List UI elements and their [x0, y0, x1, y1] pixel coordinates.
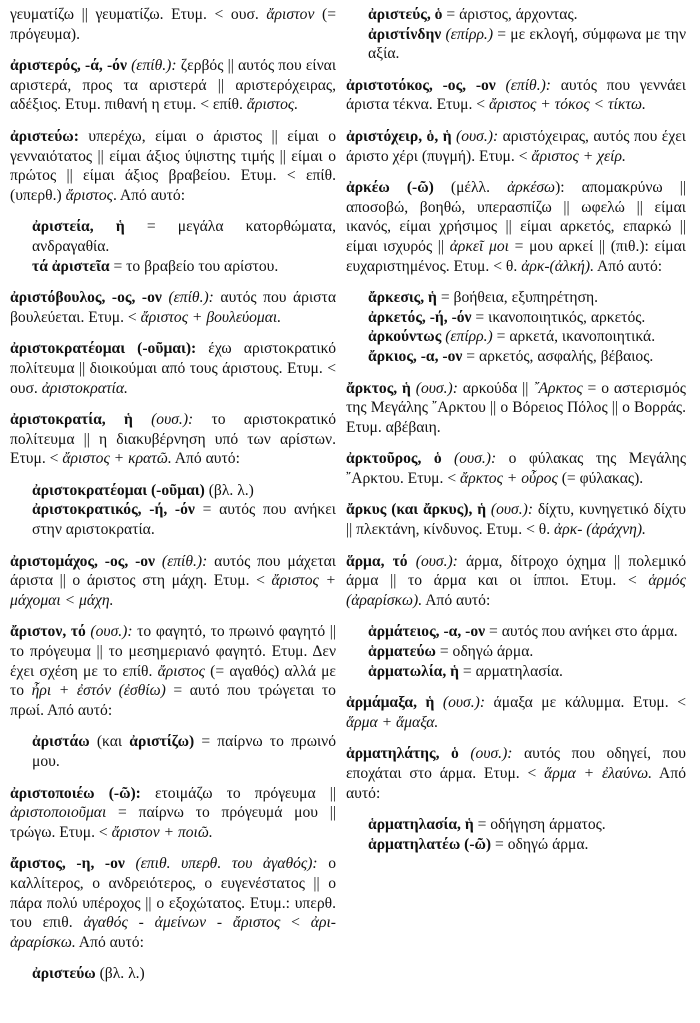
definition-text: . Από αυτό:: [112, 186, 186, 204]
italic-text: (ουσ.):: [454, 450, 497, 468]
dictionary-entry: [346, 76, 686, 115]
definition-text: = οδηγώ άρμα.: [435, 643, 534, 661]
sub-entry: [10, 257, 336, 277]
definition-text: (= φύλακας).: [557, 469, 644, 487]
italic-text: ἀρκεῖ μοι: [449, 237, 509, 255]
sub-entry: [346, 288, 686, 308]
italic-text: ἄριστος + τόκος < τίκτω.: [488, 96, 646, 114]
italic-text: ἄριστος + μάχομαι < μάχη.: [10, 572, 336, 609]
definition-text: γευματίζω || γευματίζω. Ετυμ. < ουσ.: [10, 6, 267, 23]
headword: ἀριστοκρατέομαι (-οῦμαι): [32, 481, 205, 499]
right-column: [346, 5, 686, 854]
headword: ἄριστον, τό: [10, 623, 91, 641]
headword: ἁρμάμαξα, ἡ: [346, 694, 443, 712]
left-column: [10, 5, 336, 984]
definition-text: Από αυτό:: [593, 257, 663, 275]
definition-text: Από αυτό:: [422, 591, 491, 609]
definition-text: = αυτός που ανήκει στην αριστοκρατία.: [32, 501, 336, 539]
headword: ἀριστοτόκος, -ος, -ον: [346, 76, 506, 94]
sub-entry: [346, 347, 686, 367]
headword: τά ἀριστεῖα: [32, 257, 110, 275]
sub-entry: [10, 217, 336, 256]
italic-text: (επίθ.):: [131, 57, 177, 75]
italic-text: (επίρρ.): [445, 328, 493, 346]
definition-text: άρμα, δίτροχο όχημα || πολεμικό άρμα || το άρμα και οι ίπποι. Ετυμ. <: [346, 552, 686, 590]
dictionary-entry: [346, 178, 686, 276]
headword: ἁρματεύω: [368, 643, 436, 661]
headword: ἀριστοποιέω (-ῶ):: [10, 784, 141, 802]
italic-text: (επίθ.):: [161, 552, 208, 570]
definition-text: = παίρνω το πρόγευμά μου || τρώγω. Ετυμ. <: [10, 804, 336, 841]
definition-text: = με εκλογή, σύμφωνα με την αξία.: [368, 25, 687, 63]
dictionary-entry: [346, 552, 686, 611]
headword: ἀριστοκρατικός, -ή, -όν: [32, 501, 195, 519]
sub-entry: [346, 5, 686, 25]
definition-text: <: [280, 914, 311, 932]
definition-text: = οδηγώ άρμα.: [491, 835, 589, 853]
definition-text: = βοήθεια, εξυπηρέτηση.: [436, 289, 599, 307]
definition-text: άμαξα με κάλυμμα. Ετυμ. <: [485, 694, 687, 712]
italic-text: ἄριστον: [266, 6, 315, 23]
dictionary-entry: [10, 127, 336, 205]
italic-text: (ουσ.):: [490, 501, 534, 519]
sub-entry: [346, 835, 686, 855]
dictionary-entry: [10, 552, 336, 611]
dictionary-entry: [346, 500, 686, 539]
definition-text: = αυτό που τρώγεται το πρωί. Από αυτό:: [10, 682, 336, 719]
italic-text: ἀγαθός - ἀμείνων - ἄριστος: [83, 914, 281, 932]
italic-text: ἄριστος + κρατῶ.: [62, 450, 172, 468]
italic-text: (ουσ.):: [90, 623, 133, 641]
dictionary-entry: [10, 339, 336, 398]
italic-text: (ουσ.):: [470, 745, 513, 763]
headword: ἀρκετός, -ή, -όν: [368, 308, 472, 326]
headword: ἁρμάτειος, -α, -ον: [368, 623, 486, 641]
definition-text: υπερέχω, είμαι ο άριστος || είμαι ο γενναιότατος || είμαι άξιος ύψιστης τιμής || είμαι ο πρώτος || είμαι άξιος βραβείου. Ετυμ. < επίθ. (υπερθ.): [10, 127, 336, 204]
sub-entry: [10, 500, 336, 539]
headword: ἀριστομάχος, -ος, -ον: [10, 552, 162, 570]
definition-text: δίχτυ, κυνηγετικό δίχτυ || πλεκτάνη, κίνδυνος. Ετυμ. < θ.: [346, 501, 686, 539]
headword: ἀριστερός, -ά, -όν: [10, 57, 132, 75]
headword: ἅρμα, τό: [346, 552, 416, 570]
italic-text: (ουσ.):: [415, 552, 458, 570]
italic-text: (επίθ.):: [168, 289, 214, 307]
italic-text: ἀρκ- (ἀράχνη).: [554, 521, 646, 539]
headword: ἀριστάω: [32, 733, 90, 751]
headword: ἄριστος, -η, -ον: [10, 855, 136, 873]
dictionary-entry: [346, 693, 686, 732]
definition-text: (μέλλ.: [433, 179, 508, 197]
definition-text: Από αυτό:: [75, 933, 144, 951]
dictionary-entry: [10, 622, 336, 720]
italic-text: (ουσ.):: [415, 379, 458, 397]
headword: ἄρκτος, ἡ: [346, 379, 416, 397]
headword: ἀρκτοῦρος, ὁ: [346, 450, 455, 468]
headword: ἀριστόχειρ, ὁ, ἡ: [346, 127, 457, 145]
sub-entry: [346, 25, 686, 64]
definition-text: αυτός που οδηγεί, που εποχάται στο άρμα. Ετυμ. <: [346, 745, 686, 782]
italic-text: ἄρκτος + οὖρος: [460, 469, 558, 487]
headword: ἀρκέω (-ῶ): [346, 179, 434, 197]
sub-entry: [10, 964, 336, 984]
italic-text: ἀριστοκρατία.: [41, 379, 128, 397]
dictionary-entry: [10, 854, 336, 952]
definition-text: (και: [89, 733, 130, 751]
headword: ἀριστεύς, ὁ: [368, 6, 443, 23]
definition-text: = άριστος, άρχοντας.: [442, 6, 578, 23]
definition-text: = το βραβείο του αρίστου.: [109, 257, 279, 275]
italic-text: ἄριστος: [157, 662, 205, 680]
definition-text: αριστόχειρας, αυτός που έχει άριστο χέρι (πυγμή). Ετυμ. <: [346, 127, 686, 165]
headword: ἄρκεσις, ἡ: [368, 289, 437, 307]
definition-text: = αρκετός, ασφαλής, βέβαιος.: [462, 347, 654, 365]
headword: ἀριστεύω:: [10, 127, 79, 145]
definition-text: (= αγαθός) αλλά με το: [10, 662, 336, 700]
headword: ἀρκούντως: [368, 328, 446, 346]
italic-text: ἄριστος + βουλεύομαι.: [140, 308, 282, 326]
headword: ἀριστίζω): [129, 733, 195, 751]
definition-text: = ικανοποιητικός, αρκετός.: [471, 308, 646, 326]
definition-text: το αριστοκρατικό πολίτευμα || η διακυβέρνηση υπό των αρίστων. Ετυμ. <: [10, 411, 336, 468]
italic-text: ἅρμα + ἅμαξα.: [346, 713, 439, 731]
italic-text: ἄριστος: [65, 186, 113, 204]
definition-text: Από αυτό:: [171, 450, 240, 468]
definition-text: = αρματηλασία.: [459, 662, 563, 680]
headword: ἁρματωλία, ἡ: [368, 662, 460, 680]
definition-text: ετοιμάζω το πρόγευμα ||: [140, 784, 336, 802]
italic-text: (επίθ.):: [505, 76, 551, 94]
italic-text: ἄριστος + χείρ.: [531, 147, 626, 165]
headword: ἄρκιος, -α, -ον: [368, 347, 463, 365]
definition-text: ζερβός || αυτός που είναι αριστερά, προς τα αριστερά || αριστερόχειρας, αδέξιος. Ετυμ. πιθανή η ετυμ. < επίθ.: [10, 57, 337, 114]
definition-text: = μεγάλα κατορθώματα, ανδραγαθία.: [32, 218, 336, 255]
headword: ἀριστεία, ἡ: [32, 218, 125, 236]
sub-entry: [10, 481, 336, 501]
sub-entry: [346, 308, 686, 328]
definition-text: = αυτός που ανήκει στο άρμα.: [485, 623, 678, 641]
headword: ἀριστοκρατέομαι (-οῦμαι):: [10, 340, 197, 358]
headword: ἁρματηλάτης, ὁ: [346, 745, 471, 763]
definition-text: ): απομακρύνω || αποσοβώ, βοηθώ, υπερασπίζω || ωφελώ || είμαι ικανός, είμαι χρήσιμος || είμαι αρκετός, επαρκώ || είμαι ισχυρός ||: [346, 179, 686, 255]
italic-text: (ουσ.):: [442, 694, 486, 712]
headword: ἁρματηλασία, ἡ: [368, 816, 474, 834]
italic-text: (ουσ.):: [151, 411, 194, 429]
italic-text: (επιθ. υπερθ. του ἀγαθός):: [135, 855, 318, 873]
sub-entry: [346, 662, 686, 682]
headword: ἀριστίνδην: [368, 25, 446, 43]
sub-entry: [346, 622, 686, 642]
definition-text: ο καλλίτερος, ο ανδρειότερος, ο ευγενέστατος || ο πάρα πολύ υπέροχος || ο εξοχώτατος. Ετυμ.: υπερθ. του επιθ.: [10, 855, 336, 932]
dictionary-entry: [346, 127, 686, 166]
italic-text: ἀρκέσω: [507, 179, 556, 197]
definition-text: αυτός που γεννάει άριστα τέκνα. Ετυμ. <: [346, 76, 686, 114]
italic-text: (επίρρ.): [445, 25, 494, 43]
definition-text: το φαγητό, το πρωινό φαγητό || το πρόγευμα || το μεσημεριανό φαγητό. Ετυμ. Δεν έχει σχέση με το επίθ.: [10, 623, 336, 680]
dictionary-entry: [346, 744, 686, 803]
italic-text: ἀρκ-(ἀλκή).: [521, 257, 594, 275]
headword: ἀριστοκρατία, ἡ: [10, 411, 152, 429]
italic-text: ἀρι-ἀραρίσκω.: [10, 914, 336, 951]
dictionary-entry: [346, 449, 686, 488]
definition-text: = μου αρκεί || (πιθ.): είμαι ευχαριστημένος. Ετυμ. < θ.: [346, 237, 687, 275]
definition-text: (= πρόγευμα).: [10, 6, 336, 43]
dictionary-entry: [10, 5, 336, 44]
definition-text: Από αυτό:: [346, 765, 686, 802]
dictionary-entry: [10, 56, 336, 115]
definition-text: ο φύλακας της Μεγάλης ῎Αρκτου. Ετυμ. <: [346, 450, 686, 487]
dictionary-entry: [10, 784, 336, 843]
italic-text: ἅρμα + ἐλαύνω.: [544, 765, 653, 782]
definition-text: = ο αστερισμός της Μεγάλης ῎Αρκτου || ο Βόρειος Πόλος || ο Βορράς. Ετυμ. αβέβαιη.: [346, 379, 686, 436]
italic-text: ἁρμός (ἀραρίσκω).: [346, 572, 686, 609]
definition-text: = παίρνω το πρωινό μου.: [32, 733, 337, 770]
italic-text: ἦρι + ἐστόν (ἐσθίω): [31, 682, 166, 700]
dictionary-entry: [10, 410, 336, 469]
dictionary-entry: [10, 288, 336, 327]
sub-entry: [346, 815, 686, 835]
italic-text: ἀριστοποιοῦμαι: [10, 804, 107, 822]
definition-text: = οδήγηση άρματος.: [473, 816, 606, 834]
definition-text: (βλ. λ.): [204, 481, 254, 499]
sub-entry: [10, 732, 336, 771]
headword: ἁρματηλατέω (-ῶ): [368, 835, 492, 853]
headword: ἄρκυς (και ἄρκυς), ἡ: [346, 501, 491, 519]
sub-entry: [346, 327, 686, 347]
sub-entry: [346, 642, 686, 662]
definition-text: (βλ. λ.): [95, 965, 145, 983]
definition-text: αυτός που μάχεται άριστα || ο άριστος στη μάχη. Ετυμ. <: [10, 552, 336, 590]
headword: ἀριστόβουλος, -ος, -ον: [10, 289, 169, 307]
definition-text: έχω αριστοκρατικό πολίτευμα || διοικούμαι από τους άριστους. Ετυμ. < ουσ.: [10, 340, 336, 397]
italic-text: (ουσ.):: [456, 127, 499, 145]
italic-text: ἄριστος.: [246, 96, 299, 114]
headword: ἀριστεύω: [32, 965, 96, 983]
italic-text: ῎Αρκτος: [533, 379, 583, 397]
definition-text: αυτός που άριστα βουλεύεται. Ετυμ. <: [10, 289, 336, 326]
definition-text: αρκούδα ||: [457, 379, 534, 397]
dictionary-entry: [346, 379, 686, 438]
italic-text: ἄριστον + ποιῶ.: [111, 823, 213, 841]
definition-text: = αρκετά, ικανοποιητικά.: [492, 328, 656, 346]
